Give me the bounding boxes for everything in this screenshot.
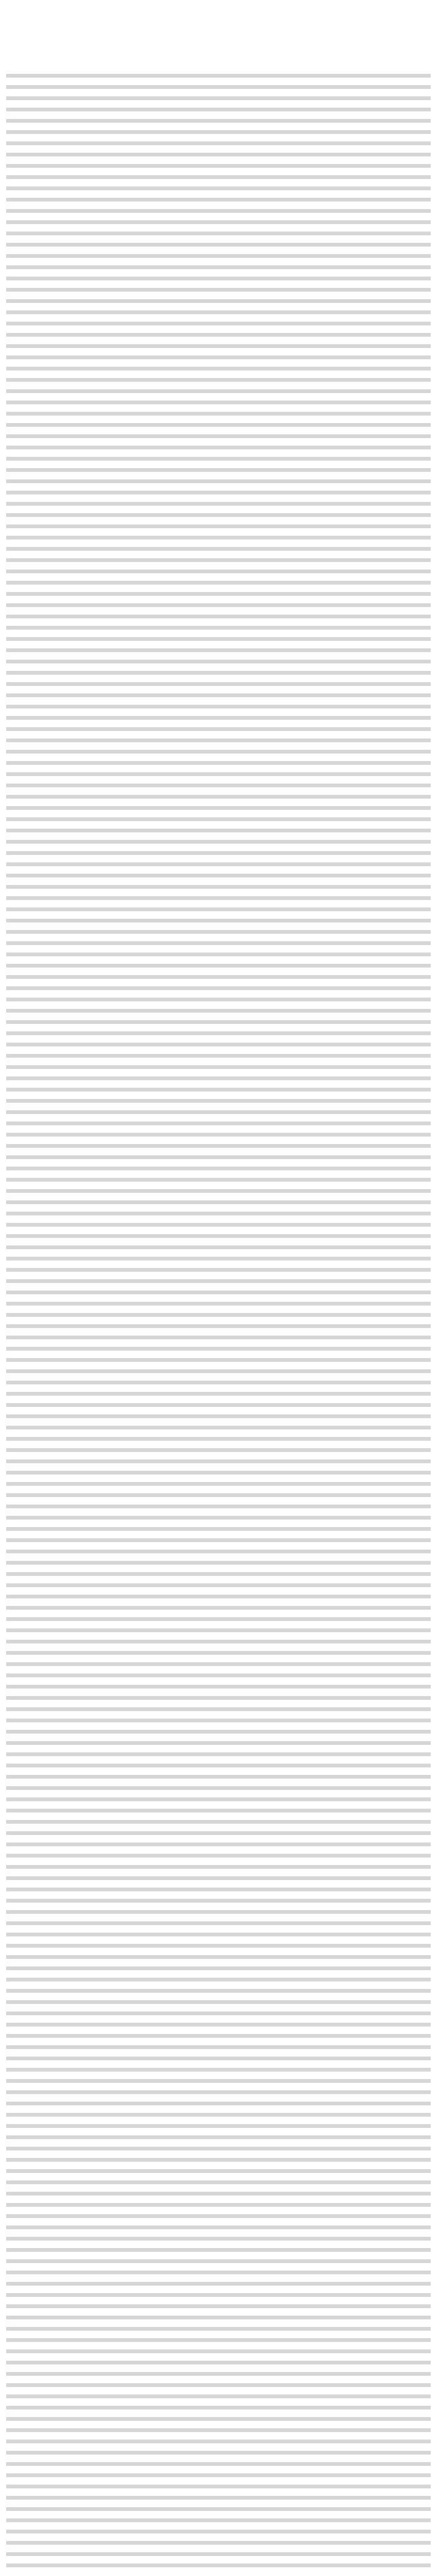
article-subheading xyxy=(6,20,431,45)
headline-block xyxy=(6,3,431,60)
article-author xyxy=(6,50,431,60)
article-body xyxy=(6,70,431,2571)
article-headline xyxy=(6,4,431,18)
